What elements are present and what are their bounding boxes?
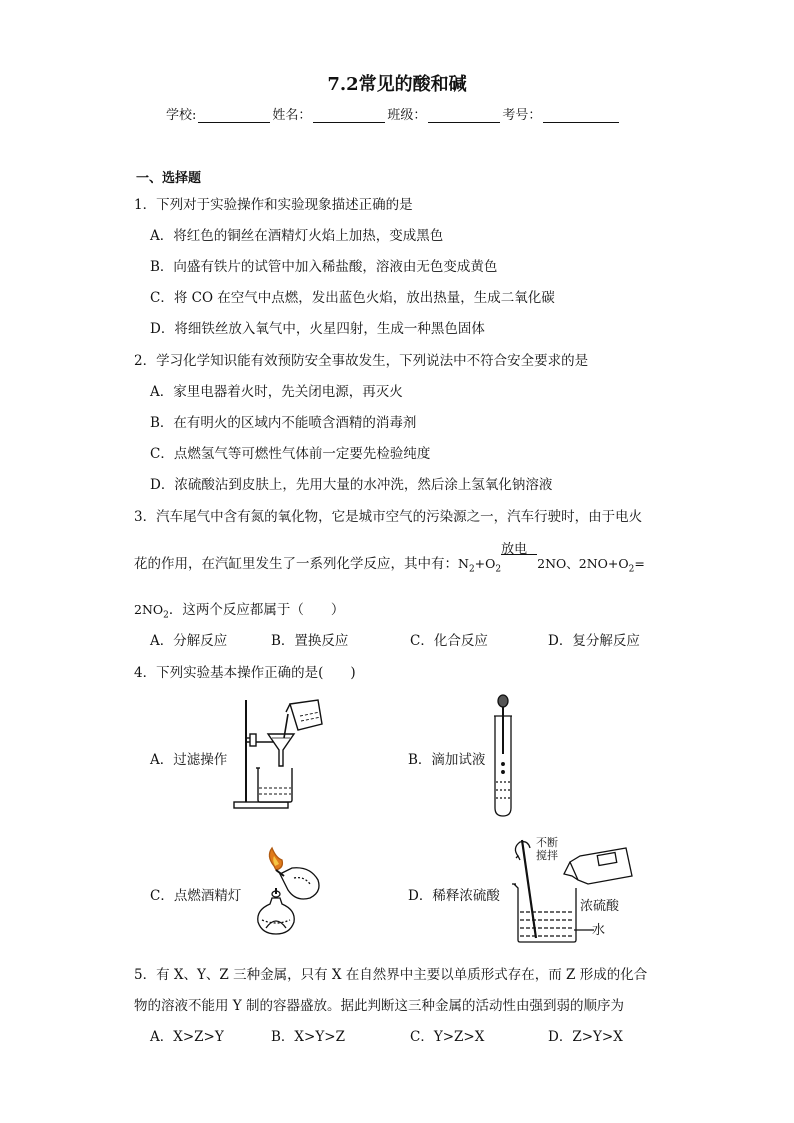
dropper-figure <box>488 694 518 820</box>
q3-option-b[interactable]: B．置换反应 <box>271 633 349 649</box>
q1-stem: 1．下列对于实验操作和实验现象描述正确的是 <box>134 197 413 213</box>
q2-option-a[interactable]: A．家里电器着火时，先关闭电源，再灭火 <box>150 384 403 400</box>
alcohol-lamp-figure <box>252 848 332 938</box>
q2-stem: 2．学习化学知识能有效预防安全事故发生，下列说法中不符合安全要求的是 <box>134 353 589 369</box>
q5-option-b[interactable]: B．X>Y>Z <box>271 1029 345 1045</box>
equation-1: $N_2+O_2$ 放电 2NO、$2NO+O_2=$ <box>458 556 645 571</box>
stir-label-1: 不断 <box>536 836 558 849</box>
dilution-figure <box>508 834 640 946</box>
q1-option-c[interactable]: C．将 CO 在空气中点燃，发出蓝色火焰，放出热量，生成二氧化碳 <box>150 290 555 306</box>
reaction-arrow <box>501 542 537 568</box>
q5-stem-line2: 物的溶液不能用 Y 制的容器盛放。据此判断这三种金属的活动性由强到弱的顺序为 <box>134 998 624 1014</box>
class-label: 班级： <box>387 108 427 123</box>
q4-option-d[interactable]: D．稀释浓硫酸 <box>408 888 500 904</box>
exam-no-label: 考号： <box>502 108 542 123</box>
student-info-bar <box>166 104 621 123</box>
q1-option-a[interactable]: A．将红色的铜丝在酒精灯火焰上加热，变成黑色 <box>150 228 444 244</box>
q3-stem-line1: 3．汽车尾气中含有氮的氧化物，它是城市空气的污染源之一，汽车行驶时，由于电火 <box>134 509 643 525</box>
q3-line2-prefix: 花的作用，在汽缸里发生了一系列化学反应，其中有： <box>134 556 458 572</box>
q5-stem-line1: 5．有 X、Y、Z 三种金属，只有 X 在自然界中主要以单质形式存在，而 Z 形成的化合 <box>134 967 648 983</box>
q4-stem: 4．下列实验基本操作正确的是( ) <box>134 665 356 681</box>
q2-option-b[interactable]: B．在有明火的区域内不能喷含酒精的消毒剂 <box>150 415 417 431</box>
q1-option-d[interactable]: D．将细铁丝放入氧气中，火星四射，生成一种黑色固体 <box>150 321 485 337</box>
q2-option-d[interactable]: D．浓硫酸沾到皮肤上，先用大量的水冲洗，然后涂上氢氧化钠溶液 <box>150 477 553 493</box>
q4-option-a[interactable]: A．过滤操作 <box>150 752 228 768</box>
q2-option-c[interactable]: C．点燃氢气等可燃性气体前一定要先检验纯度 <box>150 446 431 462</box>
q4-option-b[interactable]: B．滴加试液 <box>408 752 486 768</box>
q5-option-c[interactable]: C．Y>Z>X <box>410 1029 485 1045</box>
class-blank[interactable] <box>428 108 500 123</box>
q3-stem-line3: $2NO_2$．这两个反应都属于（ ） <box>134 602 345 621</box>
school-label: 学校: <box>166 108 197 123</box>
water-label: 水 <box>592 923 606 938</box>
q3-option-d[interactable]: D．复分解反应 <box>548 633 640 649</box>
school-blank[interactable] <box>198 108 270 123</box>
exam-no-blank[interactable] <box>543 108 619 123</box>
q4-option-c[interactable]: C．点燃酒精灯 <box>150 888 242 904</box>
q5-option-d[interactable]: D．Z>Y>X <box>548 1029 623 1045</box>
name-blank[interactable] <box>313 108 385 123</box>
q3-option-a[interactable]: A．分解反应 <box>150 633 228 649</box>
acid-label: 浓硫酸 <box>580 899 620 914</box>
q3-stem-line2 <box>134 542 645 575</box>
stir-label-2: 搅拌 <box>536 849 558 862</box>
name-label: 姓名： <box>272 108 312 123</box>
q5-option-a[interactable]: A．X>Z>Y <box>150 1029 224 1045</box>
q3-option-c[interactable]: C．化合反应 <box>410 633 488 649</box>
filtration-figure <box>228 694 340 814</box>
section-heading: 一、选择题 <box>136 171 202 186</box>
reaction-condition: 放电 <box>501 542 528 557</box>
page-title: 7.2常见的酸和碱 <box>327 74 467 95</box>
q1-option-b[interactable]: B．向盛有铁片的试管中加入稀盐酸，溶液由无色变成黄色 <box>150 259 498 275</box>
